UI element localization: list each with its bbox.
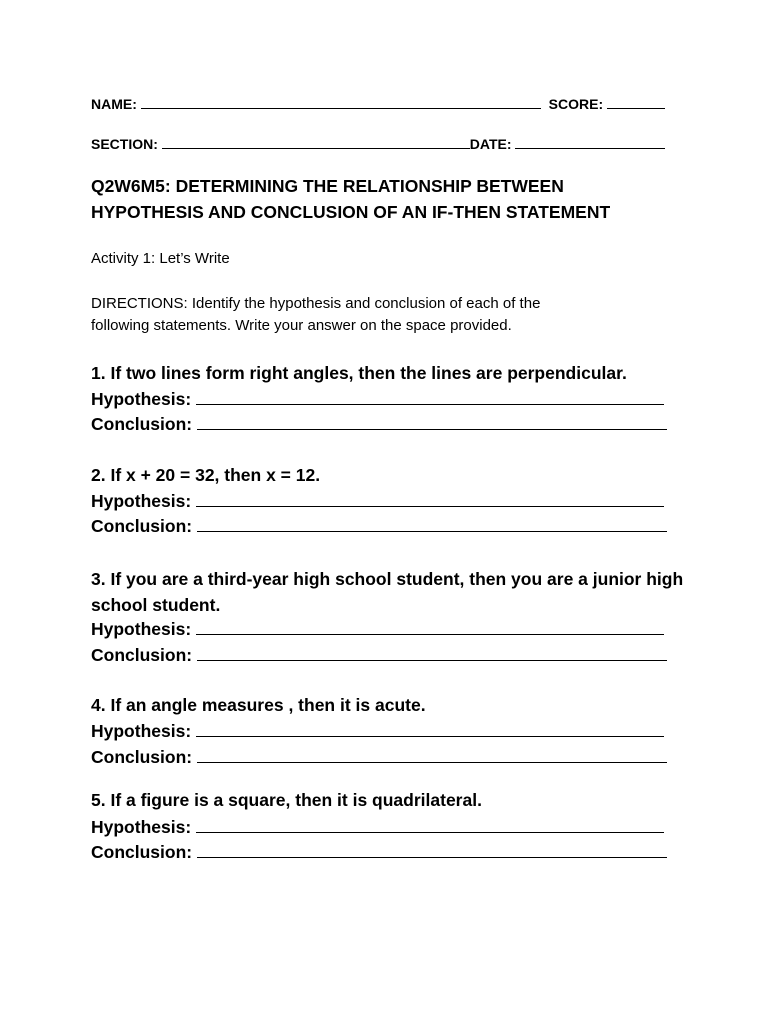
question-4: 4. If an angle measures , then it is acute. (91, 695, 426, 715)
conclusion-label: Conclusion: (91, 645, 193, 665)
question-1-conclusion-blank[interactable] (197, 413, 667, 430)
activity-heading: Activity 1: Let’s Write (91, 250, 230, 267)
directions-line-2: following statements. Write your answer on the space provided. (91, 317, 512, 334)
question-5-hypothesis-blank[interactable] (196, 816, 664, 833)
name-score-row (91, 94, 665, 112)
score-blank[interactable] (607, 94, 665, 109)
conclusion-label: Conclusion: (91, 747, 193, 767)
hypothesis-label: Hypothesis: (91, 389, 192, 409)
section-blank[interactable] (162, 134, 470, 149)
question-4-hypothesis-row (91, 720, 664, 742)
question-4-conclusion-blank[interactable] (197, 746, 667, 763)
title-line-2: HYPOTHESIS AND CONCLUSION OF AN IF-THEN STATEMENT (91, 202, 611, 222)
directions-line-1: DIRECTIONS: Identify the hypothesis and conclusion of each of the (91, 295, 541, 312)
question-2-conclusion-blank[interactable] (197, 515, 667, 532)
score-label: SCORE: (548, 96, 604, 112)
question-2-conclusion-row (91, 515, 667, 537)
question-5-conclusion-row (91, 841, 667, 863)
question-5-conclusion-blank[interactable] (197, 841, 667, 858)
hypothesis-label: Hypothesis: (91, 491, 192, 511)
conclusion-label: Conclusion: (91, 414, 193, 434)
section-date-row (91, 134, 665, 152)
conclusion-label: Conclusion: (91, 516, 193, 536)
conclusion-label: Conclusion: (91, 842, 193, 862)
directions (91, 293, 540, 337)
hypothesis-label: Hypothesis: (91, 817, 192, 837)
question-3-conclusion-row (91, 644, 667, 666)
hypothesis-label: Hypothesis: (91, 619, 192, 639)
question-1-conclusion-row (91, 413, 667, 435)
question-1-hypothesis-row (91, 388, 664, 410)
question-4-conclusion-row (91, 746, 667, 768)
hypothesis-label: Hypothesis: (91, 721, 192, 741)
section-label: SECTION: (91, 136, 158, 152)
date-label: DATE: (469, 136, 512, 152)
question-1-hypothesis-blank[interactable] (196, 388, 664, 405)
question-2: 2. If x + 20 = 32, then x = 12. (91, 465, 321, 485)
name-label: NAME: (91, 96, 137, 112)
question-2-hypothesis-blank[interactable] (196, 490, 664, 507)
question-3-hypothesis-blank[interactable] (196, 618, 664, 635)
date-blank[interactable] (515, 134, 665, 149)
question-3-conclusion-blank[interactable] (197, 644, 667, 661)
question-4-hypothesis-blank[interactable] (196, 720, 664, 737)
question-1: 1. If two lines form right angles, then the lines are perpendicular. (91, 363, 627, 383)
question-3-hypothesis-row (91, 618, 664, 640)
worksheet-title (91, 173, 610, 225)
name-blank[interactable] (141, 94, 541, 109)
question-5: 5. If a figure is a square, then it is quadrilateral. (91, 790, 482, 810)
question-3: 3. If you are a third-year high school student, then you are a junior high school student. (91, 569, 684, 615)
question-2-hypothesis-row (91, 490, 664, 512)
title-line-1: Q2W6M5: DETERMINING THE RELATIONSHIP BETWEEN (91, 176, 564, 196)
question-5-hypothesis-row (91, 816, 664, 838)
